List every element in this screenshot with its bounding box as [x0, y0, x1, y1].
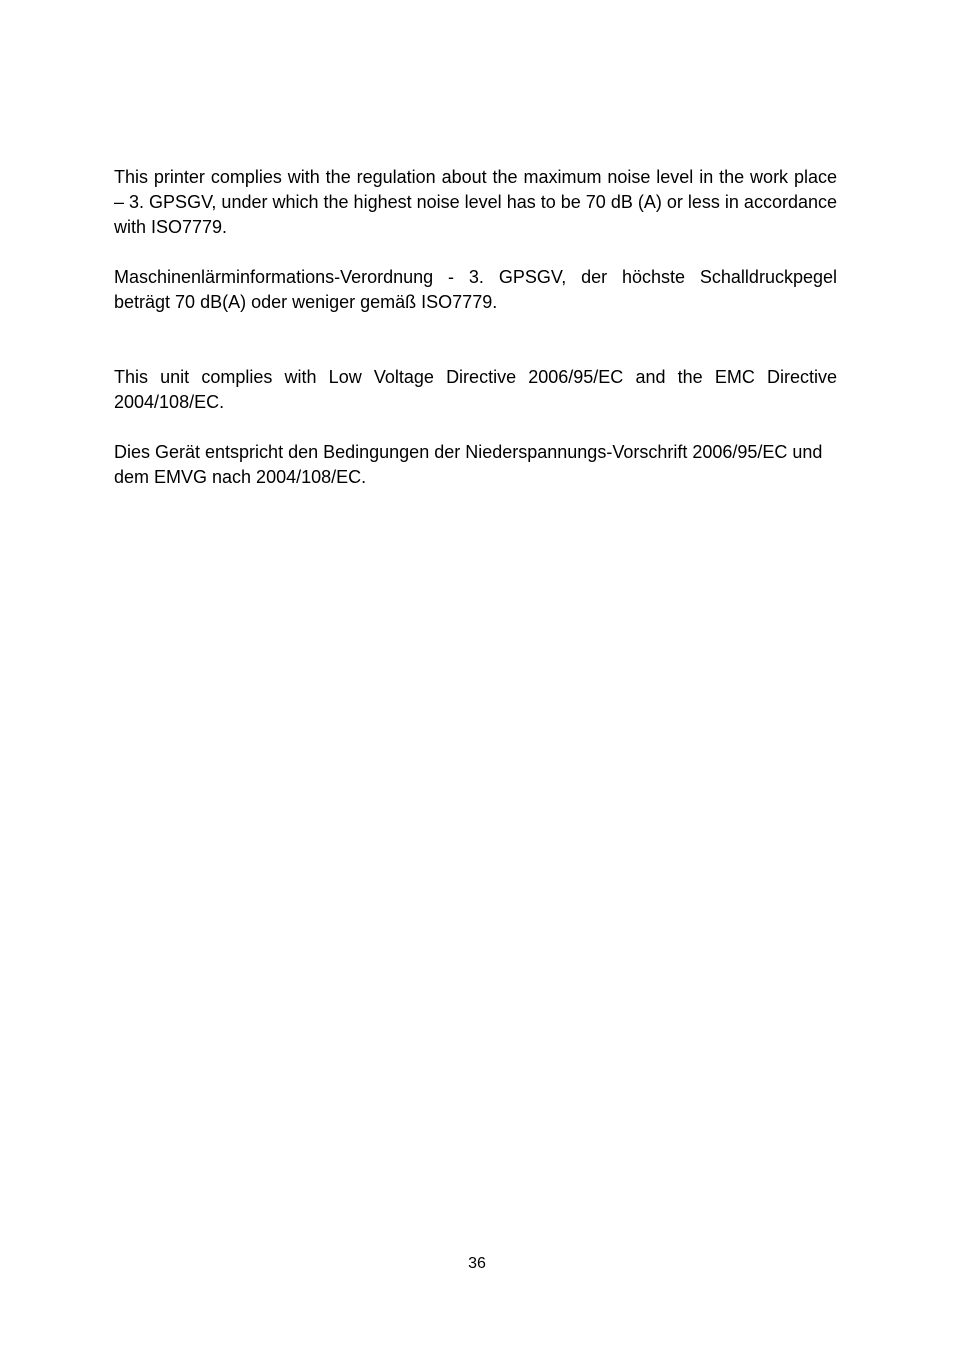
directive-compliance-paragraph-english: This unit complies with Low Voltage Directive 2006/95/EC and the EMC Directive 2004/108/EC. [114, 367, 837, 412]
noise-compliance-paragraph-english: This printer complies with the regulation about the maximum noise level in the work place – 3. GPSGV, under which the highest noise level has to be 70 dB (A) or less in accordance with ISO7779. [114, 167, 837, 237]
directive-compliance-paragraph-german: Dies Gerät entspricht den Bedingungen der Niederspannungs-Vorschrift 2006/95/EC und dem EMVG nach 2004/108/EC. [114, 442, 823, 487]
noise-compliance-paragraph-german: Maschinenlärminformations-Verordnung - 3. GPSGV, der höchste Schalldruckpegel beträgt 70 dB(A) oder weniger gemäß ISO7779. [114, 267, 837, 312]
page-content [114, 165, 837, 490]
page-number: 36 [468, 1255, 486, 1272]
